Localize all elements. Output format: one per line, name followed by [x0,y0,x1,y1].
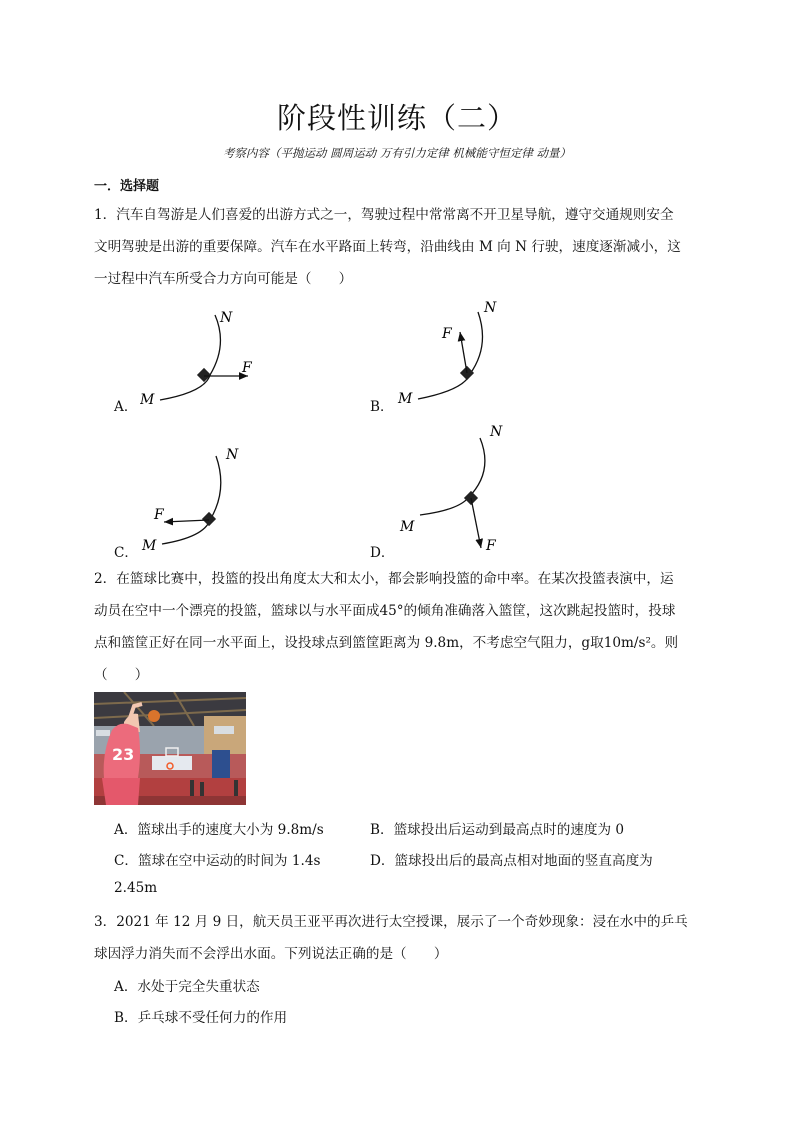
question-3-text [94,906,699,970]
trajectory-curve [160,315,220,400]
q1-option-d-diagram [396,420,526,556]
force-label: F [242,360,252,376]
q3-option-a[interactable]: A．水处于完全失重状态 [114,979,260,995]
force-label: F [154,507,164,523]
force-label: F [486,538,496,554]
point-m-label: M [398,391,413,407]
q2-line: 动员在空中一个漂亮的投篮，篮球以与水平面成45°的倾角准确落入篮筐，这次跳起投篮时，投球 [94,603,676,619]
force-arrow [471,498,481,548]
q1-option-a-label[interactable]: A． [114,399,138,415]
q1-line: 1．汽车自驾游是人们喜爱的出游方式之一，驾驶过程中常常离不开卫星导航，遵守交通规则安全 [94,207,674,223]
car-block [197,368,211,382]
q2-option-a[interactable]: A．篮球出手的速度大小为 9.8m/s [114,822,324,838]
q3-line: 球因浮力消失而不会浮出水面。下列说法正确的是（ ） [94,946,448,962]
point-n-label: N [220,310,233,326]
force-arrow [460,332,467,373]
q1-option-d-label[interactable]: D． [370,545,395,561]
q2-line: 点和篮筐正好在同一水平面上，设投球点到篮筐距离为 9.8m，不考虑空气阻力，g取10m/s²。则 [94,635,679,651]
section-heading: 一．选择题 [94,179,160,194]
question-1-text [94,199,699,295]
trajectory-curve [162,456,221,544]
q1-option-b-diagram [396,294,526,410]
point-n-label: N [490,424,503,440]
q1-option-c-diagram [140,444,270,556]
q2-option-b[interactable]: B．篮球投出后运动到最高点时的速度为 0 [370,822,625,838]
trajectory-curve [420,438,485,515]
point-m-label: M [142,538,157,554]
q1-line: 一过程中汽车所受合力方向可能是（ ） [94,271,353,287]
point-m-label: M [140,392,155,408]
q2-option-d[interactable]: D．篮球投出后的最高点相对地面的竖直高度为 [370,853,653,869]
point-n-label: N [226,447,239,463]
q3-option-b[interactable]: B．乒乓球不受任何力的作用 [114,1010,288,1026]
q2-line: 2．在篮球比赛中，投篮的投出角度太大和太小，都会影响投篮的命中率。在某次投篮表演中，运 [94,571,674,587]
q2-option-d-continued: 2.45m [114,880,158,896]
force-arrow [164,520,209,522]
q1-option-c-label[interactable]: C． [114,545,138,561]
q2-line: （ ） [94,667,149,683]
q1-line: 文明驾驶是出游的重要保障。汽车在水平路面上转弯，沿曲线由 M 向 N 行驶，速度逐渐减小，这 [94,239,681,255]
question-2-text [94,563,699,691]
point-m-label: M [400,519,415,535]
q1-option-a-diagram [140,300,270,412]
point-n-label: N [484,300,497,316]
q2-option-c[interactable]: C．篮球在空中运动的时间为 1.4s [114,853,321,869]
q1-option-b-label[interactable]: B． [370,399,394,415]
page-title: 阶段性训练（二） [276,101,517,135]
force-label: F [442,326,452,342]
jersey-number: 23 [112,745,135,764]
page-subtitle: 考察内容（平抛运动 圆周运动 万有引力定律 机械能守恒定律 动量） [222,146,572,160]
q3-line: 3．2021 年 12 月 9 日，航天员王亚平再次进行太空授课，展示了一个奇妙现象：浸在水中的乒乓 [94,914,688,930]
basketball-photo [94,692,246,805]
